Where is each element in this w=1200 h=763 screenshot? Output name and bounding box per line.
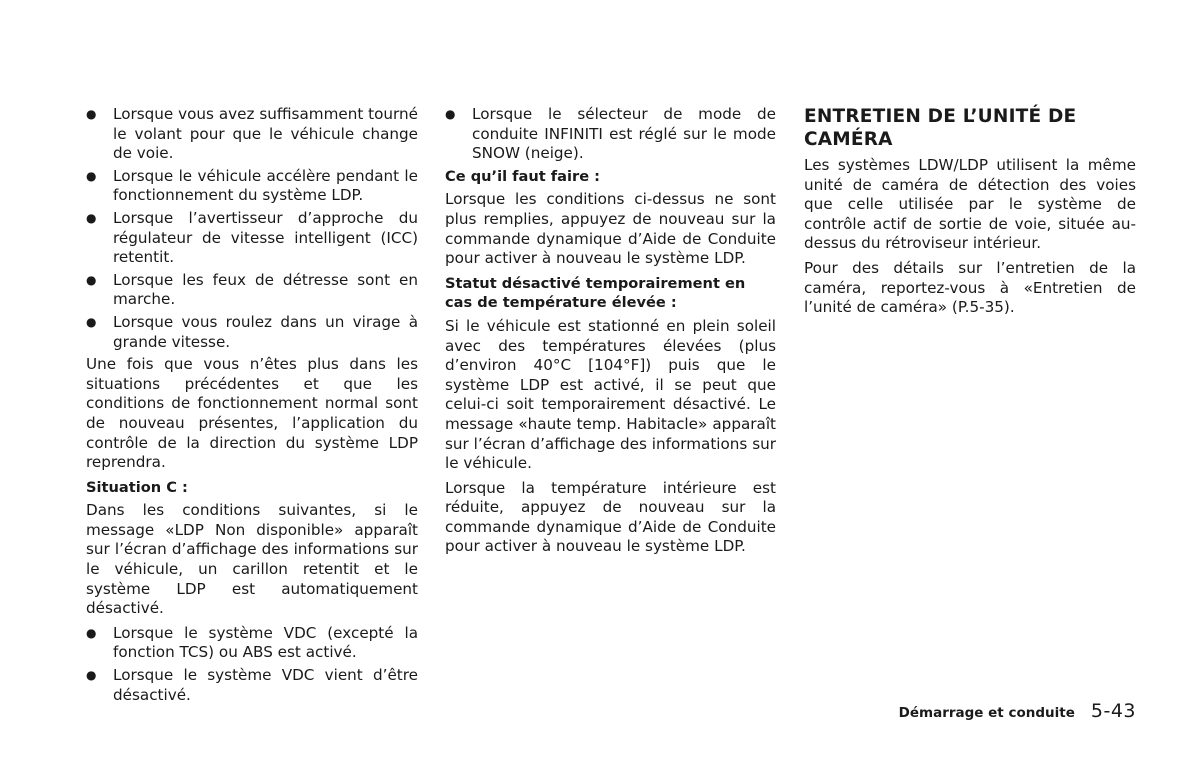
resume-paragraph: Une fois que vous n’êtes plus dans les situations précédentes et que les conditions de fonctionnement normal sont de nouveau présentes, l’application du contrôle de la direction du système LDP reprendra. xyxy=(86,355,418,472)
bullet-icon: ● xyxy=(445,107,456,121)
high-temp-heading: Statut désactivé temporairement en cas de température élevée : xyxy=(445,274,746,312)
list-item: ● Lorsque le système VDC (excepté la fonction TCS) ou ABS est activé. xyxy=(86,623,418,662)
what-to-do-paragraph: Lorsque les conditions ci-dessus ne sont plus remplies, appuyez de nouveau sur la commande dynamique d’Aide de Conduite pour activer à nouveau le système LDP. xyxy=(445,190,776,268)
list-item: ● Lorsque vous avez suffisamment tourné le volant pour que le véhicule change de voie. xyxy=(86,105,418,163)
list-item: ● Lorsque l’avertisseur d’approche du régulateur de vitesse intelligent (ICC) retentit. xyxy=(86,208,418,267)
list-item: ● Lorsque le système VDC vient d’être désactivé. xyxy=(86,666,418,704)
chapter-title: Démarrage et conduite xyxy=(898,705,1075,721)
section-title: ENTRETIEN DE L’UNITÉ DE CAMÉRA xyxy=(804,106,1077,150)
situation-c-paragraph: Dans les conditions suivantes, si le message «LDP Non disponible» apparaît sur l’écran d’affichage des informations sur le véhicule, un carillon retentit et le système LDP est automatiquement désactivé. xyxy=(86,501,418,618)
situation-c-heading: Situation C : xyxy=(86,478,188,496)
page-number: 5-43 xyxy=(1090,700,1136,722)
column-1 xyxy=(86,105,418,708)
conditions-list-a xyxy=(86,105,418,352)
high-temp-paragraph: Si le véhicule est stationné en plein soleil avec des températures élevées (plus d’environ 40°C [104°F]) puis que le système LDP est activé, il se peut que celui-ci soit temporairement désactivé. Le message «haute temp. Habitacle» apparaît sur l’écran d’affichage des informations sur le véhicule. xyxy=(445,316,776,473)
page-footer xyxy=(899,700,1136,722)
list-item: ● Lorsque vous roulez dans un virage à grande vitesse. xyxy=(86,312,418,351)
bullet-icon: ● xyxy=(86,625,97,640)
bullet-icon: ● xyxy=(86,107,97,121)
list-item: ● Lorsque les feux de détresse sont en marche. xyxy=(86,270,418,309)
conditions-list-b xyxy=(86,624,418,705)
column-3 xyxy=(804,105,1136,323)
list-item: ● Lorsque le sélecteur de mode de conduite INFINITI est réglé sur le mode SNOW (neige). xyxy=(445,105,776,163)
bullet-icon: ● xyxy=(86,210,97,225)
bullet-icon: ● xyxy=(86,272,97,287)
bullet-icon: ● xyxy=(86,314,97,329)
column-2 xyxy=(445,105,776,562)
temp-reduced-paragraph: Lorsque la température intérieure est réduite, appuyez de nouveau sur la commande dynamique d’Aide de Conduite pour activer à nouveau le système LDP. xyxy=(445,478,776,556)
list-item: ● Lorsque le véhicule accélère pendant le fonctionnement du système LDP. xyxy=(86,166,418,205)
bullet-icon: ● xyxy=(86,668,97,683)
conditions-list-c xyxy=(445,105,776,164)
what-to-do-heading: Ce qu’il faut faire : xyxy=(445,167,601,185)
bullet-icon: ● xyxy=(86,168,97,183)
camera-maintenance-paragraph: Pour des détails sur l’entretien de la caméra, reportez-vous à «Entretien de l’unité de caméra» (P.5-35). xyxy=(804,258,1136,317)
camera-paragraph: Les systèmes LDW/LDP utilisent la même unité de caméra de détection des voies que celle utilisée par le système de contrôle actif de sortie de voie, située au-dessus du rétroviseur intérieur. xyxy=(804,156,1136,253)
